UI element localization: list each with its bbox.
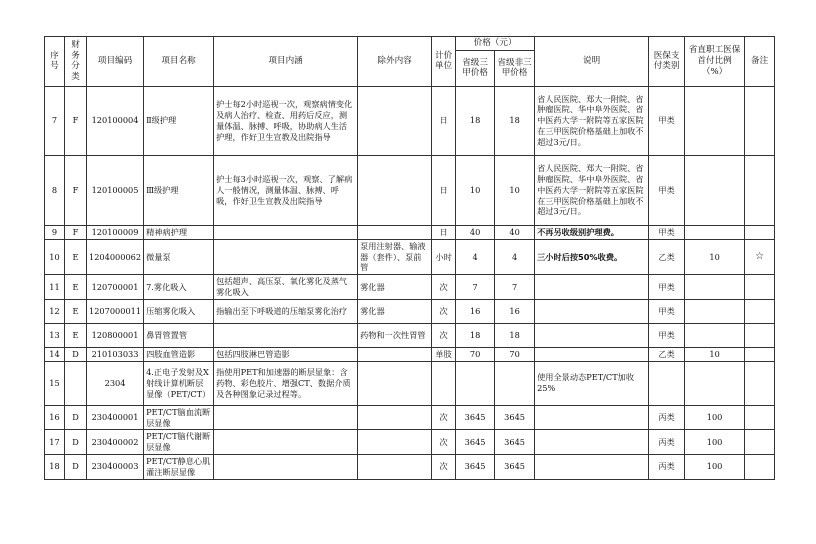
row-finance-category: E bbox=[65, 323, 87, 347]
row-price-grade3: 3645 bbox=[456, 430, 495, 455]
row-price-non-grade3 bbox=[495, 361, 535, 405]
row-remark bbox=[745, 405, 775, 430]
row-item-content bbox=[214, 455, 358, 480]
row-price-non-grade3: 7 bbox=[495, 275, 535, 300]
row-note: 不再另收级别护理费。 bbox=[535, 225, 649, 239]
table-row bbox=[45, 361, 775, 405]
row-finance-category: D bbox=[65, 455, 87, 480]
row-seq: 16 bbox=[45, 405, 65, 430]
row-item-code: 210103033 bbox=[87, 347, 144, 361]
row-item-name: 鼻胃管置管 bbox=[144, 323, 214, 347]
row-note bbox=[535, 275, 649, 300]
row-excluded bbox=[358, 155, 432, 225]
row-item-code: 120800001 bbox=[87, 323, 144, 347]
row-item-name: Ⅲ级护理 bbox=[144, 155, 214, 225]
row-insurance-category: 乙类 bbox=[649, 239, 685, 274]
row-insurance-category: 丙类 bbox=[649, 455, 685, 480]
header-payment-ratio: 省直职工医保首付比例（%） bbox=[685, 37, 745, 87]
row-excluded bbox=[358, 361, 432, 405]
row-finance-category: E bbox=[65, 239, 87, 274]
row-unit: 次 bbox=[432, 455, 456, 480]
row-remark: ☆ bbox=[745, 239, 775, 274]
row-note: 三小时后按50%收费。 bbox=[535, 239, 649, 274]
row-item-name: 压缩雾化吸入 bbox=[144, 299, 214, 323]
row-unit: 次 bbox=[432, 323, 456, 347]
row-payment-ratio: 10 bbox=[685, 239, 745, 274]
row-finance-category: E bbox=[65, 275, 87, 300]
header-price-grade3: 省级三甲价格 bbox=[456, 50, 495, 86]
row-note bbox=[535, 405, 649, 430]
row-insurance-category: 甲类 bbox=[649, 155, 685, 225]
row-seq: 10 bbox=[45, 239, 65, 274]
row-price-grade3: 10 bbox=[456, 155, 495, 225]
row-price-non-grade3: 3645 bbox=[495, 455, 535, 480]
row-insurance-category: 甲类 bbox=[649, 275, 685, 300]
row-payment-ratio: 10 bbox=[685, 347, 745, 361]
row-insurance-category: 甲类 bbox=[649, 299, 685, 323]
row-payment-ratio: 100 bbox=[685, 455, 745, 480]
row-note: 省人民医院、郑大一附院、省肿瘤医院、华中阜外医院、省中医药大学一附院等五家医院在三甲医院价格基础上加收不超过3元/日。 bbox=[535, 86, 649, 155]
row-price-non-grade3: 18 bbox=[495, 86, 535, 155]
row-price-grade3: 70 bbox=[456, 347, 495, 361]
row-excluded: 雾化器 bbox=[358, 299, 432, 323]
header-unit: 计价单位 bbox=[432, 37, 456, 87]
row-item-name: 微量泵 bbox=[144, 239, 214, 274]
row-item-code: 230400002 bbox=[87, 430, 144, 455]
table-row bbox=[45, 239, 775, 274]
table-row bbox=[45, 299, 775, 323]
row-seq: 12 bbox=[45, 299, 65, 323]
row-note bbox=[535, 299, 649, 323]
row-payment-ratio bbox=[685, 275, 745, 300]
row-excluded bbox=[358, 86, 432, 155]
row-unit: 小时 bbox=[432, 239, 456, 274]
row-unit: 日 bbox=[432, 86, 456, 155]
row-remark bbox=[745, 323, 775, 347]
row-item-content bbox=[214, 239, 358, 274]
row-excluded bbox=[358, 430, 432, 455]
row-unit: 单肢 bbox=[432, 347, 456, 361]
table-row bbox=[45, 347, 775, 361]
row-remark bbox=[745, 347, 775, 361]
row-finance-category: D bbox=[65, 430, 87, 455]
table-row bbox=[45, 86, 775, 155]
row-item-content: 护士每3小时巡视一次，观察、了解病人一般情况，测量体温、脉搏、呼吸，作好卫生宣教及出院指导 bbox=[214, 155, 358, 225]
row-excluded: 雾化器 bbox=[358, 275, 432, 300]
row-insurance-category bbox=[649, 361, 685, 405]
row-note: 使用全景动态PET/CT加收25% bbox=[535, 361, 649, 405]
row-item-code: 1204000062 bbox=[87, 239, 144, 274]
header-price-group: 价格（元） bbox=[456, 37, 535, 51]
row-item-content: 包括超声、高压泵、氧化雾化及蒸气雾化吸入 bbox=[214, 275, 358, 300]
table-row bbox=[45, 225, 775, 239]
row-insurance-category: 甲类 bbox=[649, 323, 685, 347]
row-price-non-grade3: 70 bbox=[495, 347, 535, 361]
row-price-grade3: 16 bbox=[456, 299, 495, 323]
row-seq: 8 bbox=[45, 155, 65, 225]
row-unit: 次 bbox=[432, 275, 456, 300]
header-item-name: 项目名称 bbox=[144, 37, 214, 87]
header-insurance-category: 医保支付类别 bbox=[649, 37, 685, 87]
row-remark bbox=[745, 430, 775, 455]
table-row bbox=[45, 323, 775, 347]
row-remark bbox=[745, 225, 775, 239]
row-insurance-category: 甲类 bbox=[649, 86, 685, 155]
row-price-non-grade3: 4 bbox=[495, 239, 535, 274]
row-item-content bbox=[214, 405, 358, 430]
row-excluded bbox=[358, 455, 432, 480]
table-header bbox=[45, 37, 775, 87]
row-item-name: 4.正电子发射及X射线计算机断层显像（PET/CT） bbox=[144, 361, 214, 405]
row-note bbox=[535, 323, 649, 347]
row-item-content: 包括四肢淋巴管造影 bbox=[214, 347, 358, 361]
row-note bbox=[535, 430, 649, 455]
row-item-name: PET/CT脑代谢断层显像 bbox=[144, 430, 214, 455]
row-item-name: PET/CT静息心肌灌注断层显像 bbox=[144, 455, 214, 480]
row-remark bbox=[745, 86, 775, 155]
row-price-grade3: 3645 bbox=[456, 455, 495, 480]
header-item-content: 项目内涵 bbox=[214, 37, 358, 87]
row-item-content bbox=[214, 323, 358, 347]
header-note: 说明 bbox=[535, 37, 649, 87]
price-table bbox=[44, 36, 775, 480]
row-seq: 14 bbox=[45, 347, 65, 361]
header-seq: 序号 bbox=[45, 37, 65, 87]
row-seq: 15 bbox=[45, 361, 65, 405]
row-item-name: 精神病护理 bbox=[144, 225, 214, 239]
row-item-code: 1207000011 bbox=[87, 299, 144, 323]
row-note bbox=[535, 347, 649, 361]
row-price-non-grade3: 16 bbox=[495, 299, 535, 323]
row-finance-category: F bbox=[65, 225, 87, 239]
row-finance-category bbox=[65, 361, 87, 405]
row-item-code: 120100009 bbox=[87, 225, 144, 239]
row-unit: 日 bbox=[432, 225, 456, 239]
row-insurance-category: 丙类 bbox=[649, 405, 685, 430]
row-price-grade3: 3645 bbox=[456, 405, 495, 430]
row-item-name: PET/CT脑血流断层显像 bbox=[144, 405, 214, 430]
row-payment-ratio bbox=[685, 86, 745, 155]
row-payment-ratio bbox=[685, 323, 745, 347]
row-excluded bbox=[358, 225, 432, 239]
row-item-code: 230400001 bbox=[87, 405, 144, 430]
row-remark bbox=[745, 299, 775, 323]
row-excluded: 药物和一次性胃管 bbox=[358, 323, 432, 347]
row-price-non-grade3: 18 bbox=[495, 323, 535, 347]
row-finance-category: F bbox=[65, 86, 87, 155]
row-unit bbox=[432, 361, 456, 405]
table-row bbox=[45, 430, 775, 455]
header-price-non-grade3: 省级非三甲价格 bbox=[495, 50, 535, 86]
row-item-name: 四肢血管造影 bbox=[144, 347, 214, 361]
table-body bbox=[45, 86, 775, 479]
row-seq: 9 bbox=[45, 225, 65, 239]
row-item-content: 护士每2小时巡视一次，观察病情变化及病人治疗、检查、用药后反应，测量体温、脉搏、呼吸，协助病人生活护理，作好卫生宣教及出院指导 bbox=[214, 86, 358, 155]
row-remark bbox=[745, 275, 775, 300]
row-unit: 日 bbox=[432, 155, 456, 225]
row-excluded bbox=[358, 405, 432, 430]
row-item-content bbox=[214, 430, 358, 455]
header-item-code: 项目编码 bbox=[87, 37, 144, 87]
row-price-non-grade3: 3645 bbox=[495, 405, 535, 430]
row-item-code: 120100005 bbox=[87, 155, 144, 225]
row-price-grade3: 40 bbox=[456, 225, 495, 239]
row-payment-ratio: 100 bbox=[685, 405, 745, 430]
row-finance-category: D bbox=[65, 347, 87, 361]
header-excluded: 除外内容 bbox=[358, 37, 432, 87]
row-item-code: 230400003 bbox=[87, 455, 144, 480]
row-price-grade3: 18 bbox=[456, 86, 495, 155]
row-remark bbox=[745, 155, 775, 225]
row-seq: 7 bbox=[45, 86, 65, 155]
row-payment-ratio bbox=[685, 361, 745, 405]
row-item-code: 120700001 bbox=[87, 275, 144, 300]
row-note: 省人民医院、郑大一附院、省肿瘤医院、华中阜外医院、省中医药大学一附院等五家医院在三甲医院价格基础上加收不超过3元/日。 bbox=[535, 155, 649, 225]
row-remark bbox=[745, 361, 775, 405]
row-payment-ratio: 100 bbox=[685, 430, 745, 455]
row-payment-ratio bbox=[685, 299, 745, 323]
row-insurance-category: 丙类 bbox=[649, 430, 685, 455]
row-price-non-grade3: 3645 bbox=[495, 430, 535, 455]
row-seq: 13 bbox=[45, 323, 65, 347]
row-unit: 次 bbox=[432, 430, 456, 455]
row-item-content: 指使用PET和加速器的断层显象：含药物、彩色胶片、增强CT、数据介质及各种图象记录过程等。 bbox=[214, 361, 358, 405]
row-finance-category: F bbox=[65, 155, 87, 225]
table-row bbox=[45, 275, 775, 300]
row-unit: 次 bbox=[432, 405, 456, 430]
row-price-non-grade3: 40 bbox=[495, 225, 535, 239]
table-row bbox=[45, 455, 775, 480]
row-note bbox=[535, 455, 649, 480]
row-item-content bbox=[214, 225, 358, 239]
row-insurance-category: 乙类 bbox=[649, 347, 685, 361]
row-item-name: 7.雾化吸入 bbox=[144, 275, 214, 300]
row-item-name: Ⅱ级护理 bbox=[144, 86, 214, 155]
row-seq: 17 bbox=[45, 430, 65, 455]
row-price-grade3 bbox=[456, 361, 495, 405]
row-finance-category: E bbox=[65, 299, 87, 323]
row-remark bbox=[745, 455, 775, 480]
row-seq: 18 bbox=[45, 455, 65, 480]
row-price-grade3: 4 bbox=[456, 239, 495, 274]
row-item-content: 指输出至下呼吸道的压缩泵雾化治疗 bbox=[214, 299, 358, 323]
row-payment-ratio bbox=[685, 155, 745, 225]
header-remark: 备注 bbox=[745, 37, 775, 87]
row-excluded: 泵用注射器、输液器（套件）、泵前管 bbox=[358, 239, 432, 274]
header-finance-category: 财务分类 bbox=[65, 37, 87, 87]
row-price-grade3: 7 bbox=[456, 275, 495, 300]
table-row bbox=[45, 155, 775, 225]
row-item-code: 2304 bbox=[87, 361, 144, 405]
row-price-non-grade3: 10 bbox=[495, 155, 535, 225]
row-payment-ratio bbox=[685, 225, 745, 239]
row-insurance-category: 甲类 bbox=[649, 225, 685, 239]
row-excluded bbox=[358, 347, 432, 361]
row-finance-category: D bbox=[65, 405, 87, 430]
row-item-code: 120100004 bbox=[87, 86, 144, 155]
row-price-grade3: 18 bbox=[456, 323, 495, 347]
row-unit: 次 bbox=[432, 299, 456, 323]
table-row bbox=[45, 405, 775, 430]
row-seq: 11 bbox=[45, 275, 65, 300]
